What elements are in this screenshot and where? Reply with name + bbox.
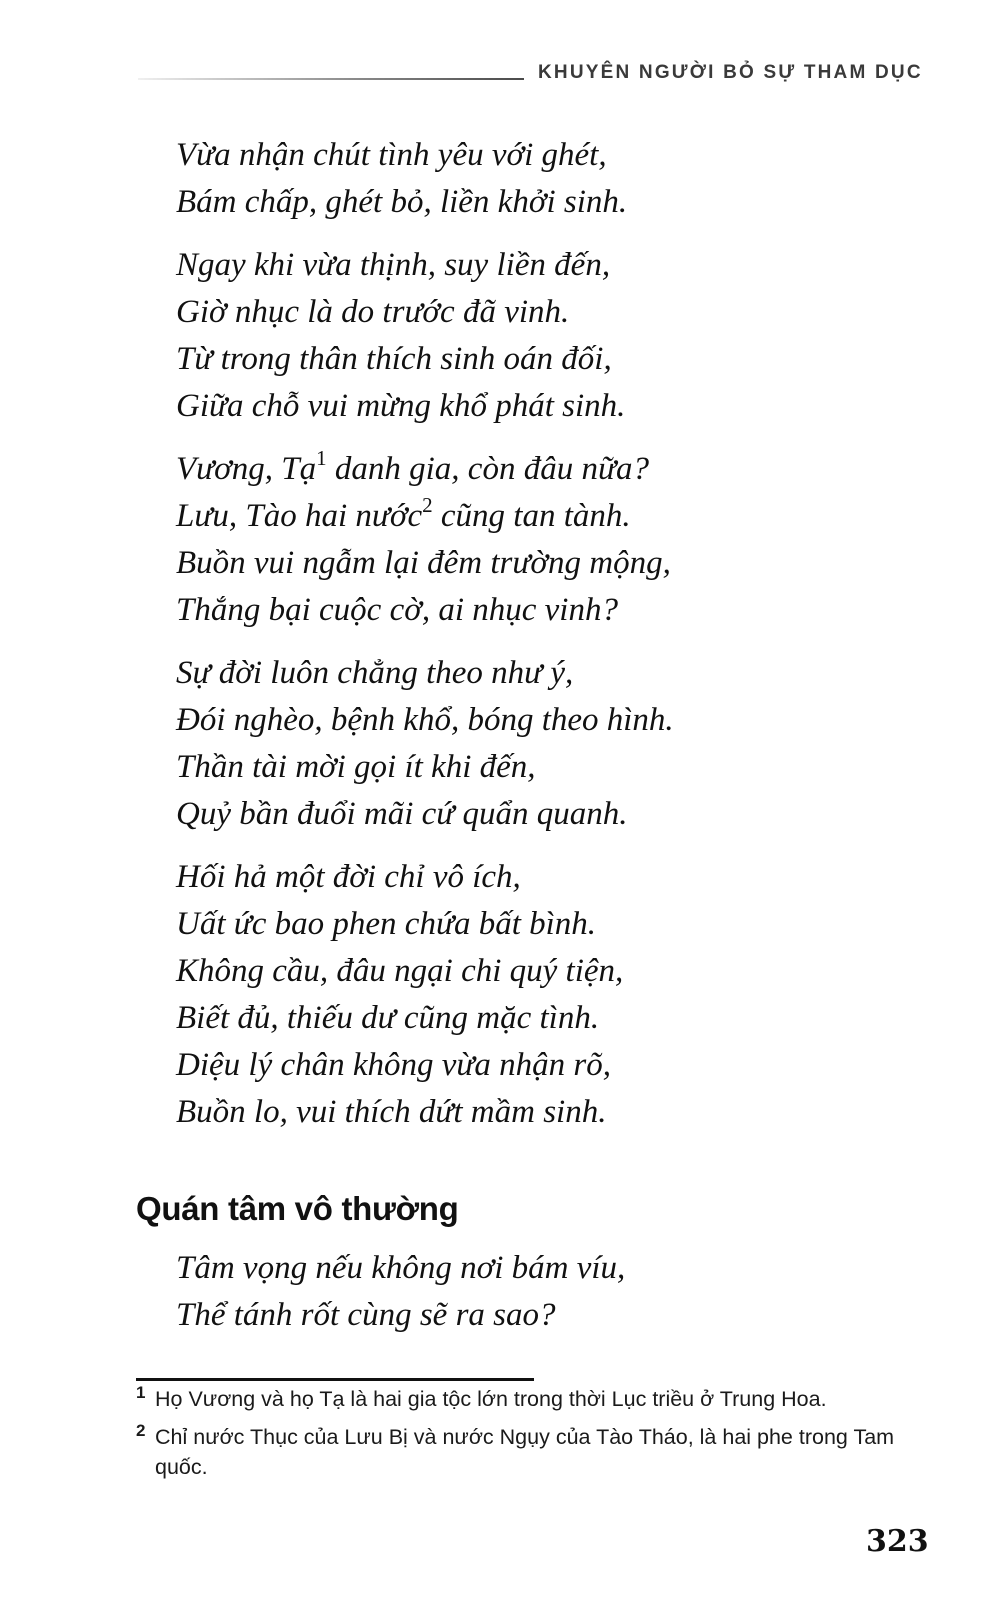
footnote-text: Chỉ nước Thục của Lưu Bị và nước Ngụy của Tào Tháo, là hai phe trong Tam quốc. (155, 1425, 895, 1479)
poem-line-text: cũng tan tành. (432, 498, 631, 534)
stanza-4 (176, 650, 936, 838)
stanza-2 (176, 242, 936, 430)
poem-body (176, 132, 936, 1152)
poem-line: Tâm vọng nếu không nơi bám víu, (176, 1250, 626, 1286)
poem-line: Giờ nhục là do trước đã vinh. (176, 294, 570, 330)
section-heading: Quán tâm vô thường (136, 1190, 459, 1227)
poem-line: Đói nghèo, bệnh khổ, bóng theo hình. (176, 702, 674, 738)
footnote-number: 1 (136, 1383, 146, 1402)
footnote-text: Họ Vương và họ Tạ là hai gia tộc lớn trong thời Lục triều ở Trung Hoa. (155, 1387, 827, 1411)
poem-line: Bám chấp, ghét bỏ, liền khởi sinh. (176, 184, 628, 220)
section-poem (176, 1245, 936, 1339)
stanza-1 (176, 132, 936, 226)
poem-line-text: Lưu, Tào hai nước (176, 498, 423, 534)
poem-line: Thể tánh rốt cùng sẽ ra sao? (176, 1297, 556, 1333)
poem-line: Buồn lo, vui thích dứt mầm sinh. (176, 1094, 607, 1130)
footnote-1 (136, 1384, 936, 1414)
poem-line (176, 446, 936, 493)
stanza-3 (176, 446, 936, 634)
poem-line-text: danh gia, còn đâu nữa? (326, 451, 649, 487)
poem-line: Buồn vui ngẫm lại đêm trường mộng, (176, 545, 671, 581)
poem-line: Không cầu, đâu ngại chi quý tiện, (176, 953, 624, 989)
running-header: KHUYÊN NGƯỜI BỎ SỰ THAM DỤC (538, 62, 923, 83)
poem-line: Hối hả một đời chỉ vô ích, (176, 859, 521, 895)
footnote-number: 2 (136, 1421, 146, 1440)
poem-line: Uất ức bao phen chứa bất bình. (176, 906, 597, 942)
footnote-ref-2[interactable]: 2 (422, 493, 433, 517)
stanza-5 (176, 854, 936, 1136)
poem-line: Ngay khi vừa thịnh, suy liền đến, (176, 247, 611, 283)
poem-line (176, 493, 936, 540)
poem-line: Từ trong thân thích sinh oán đối, (176, 341, 612, 377)
footnote-2 (136, 1422, 936, 1482)
poem-line: Quỷ bần đuổi mãi cứ quẩn quanh. (176, 796, 628, 832)
poem-line: Thần tài mời gọi ít khi đến, (176, 749, 536, 785)
poem-line-text: Vương, Tạ (176, 451, 317, 487)
footnote-ref-1[interactable]: 1 (316, 446, 327, 470)
poem-line: Giữa chỗ vui mừng khổ phát sinh. (176, 388, 626, 424)
page-number: 323 (866, 1524, 929, 1559)
poem-line: Biết đủ, thiếu dư cũng mặc tình. (176, 1000, 600, 1036)
poem-line: Vừa nhận chút tình yêu với ghét, (176, 137, 607, 173)
poem-line: Sự đời luôn chẳng theo như ý, (176, 655, 574, 691)
poem-line: Thắng bại cuộc cờ, ai nhục vinh? (176, 592, 618, 628)
header-rule (138, 78, 524, 80)
footnote-divider (136, 1378, 534, 1381)
poem-line: Diệu lý chân không vừa nhận rõ, (176, 1047, 611, 1083)
footnotes (136, 1384, 936, 1490)
